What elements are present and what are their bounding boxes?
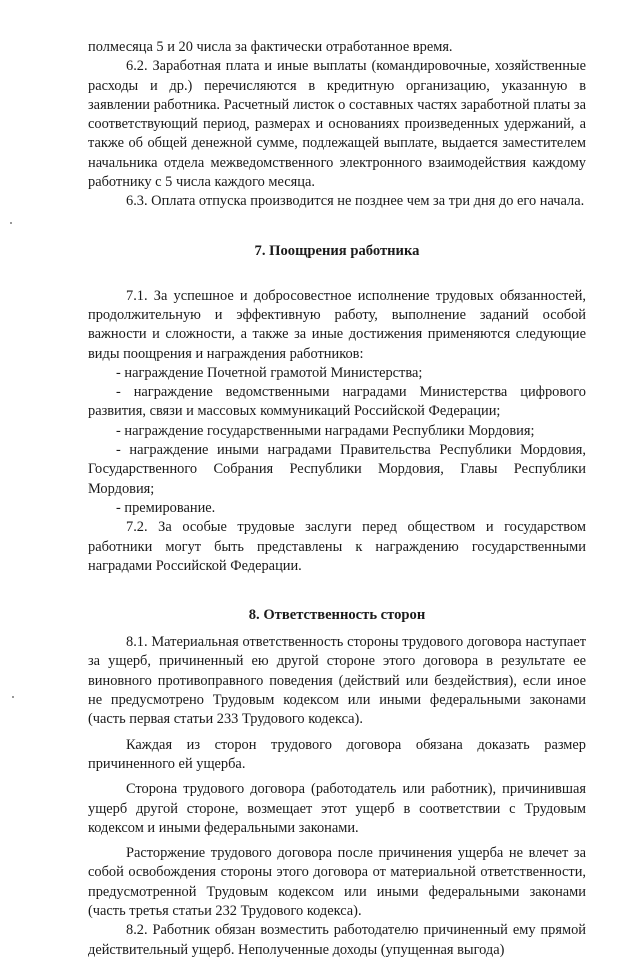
paragraph-7-2: 7.2. За особые трудовые заслуги перед обществом и государством работники могут быть представлены к награждению государственными наградами Российской Федерации. [88, 519, 586, 574]
paragraph-7-1: 7.1. За успешное и добросовестное исполнение трудовых обязанностей, продолжительную и эффективную работу, выполнение заданий особой важности и сложности, а также за иные достижения применяются следующие виды поощрения и награждения работников: [88, 287, 586, 362]
scan-speck [12, 696, 14, 698]
paragraph-8-2: 8.2. Работник обязан возместить работодателю причиненный ему прямой действительный ущерб. Неполученные доходы (упущенная выгода) [88, 922, 586, 958]
paragraph-termination: Расторжение трудового договора после причинения ущерба не влечет за собой освобождения стороны этого договора от материальной ответственности, предусмотренной Трудовым кодексом или иными федеральными законами (часть третья статьи 232 Трудового кодекса). [88, 845, 586, 919]
award-item: - премирование. [116, 499, 216, 516]
award-item: - награждение иными наградами Правительства Республики Мордовия, Государственного Собрания Республики Мордовия, Главы Республики Мордовия; [88, 442, 586, 497]
section-7-heading: 7. Поощрения работника [254, 242, 420, 259]
document-page [88, 38, 586, 960]
paragraph-8-1: 8.1. Материальная ответственность стороны трудового договора наступает за ущерб, причиненный ею другой стороне этого договора в результате ее виновного противоправного поведения (действий или бездействия), если иное не предусмотрено Трудовым кодексом или иными федеральными законами (часть первая статьи 233 Трудового кодекса). [88, 634, 586, 728]
paragraph-compensation: Сторона трудового договора (работодатель или работник), причинившая ущерб другой стороне, возмещает этот ущерб в соответствии с Трудовым кодексом и иными федеральными законами. [88, 781, 586, 836]
scan-speck [10, 222, 12, 224]
paragraph-6-1-end: полмесяца 5 и 20 числа за фактически отработанное время. [88, 39, 453, 55]
section-8-heading: 8. Ответственность сторон [248, 607, 426, 624]
award-item: - награждение государственными наградами Республики Мордовия; [116, 422, 535, 439]
paragraph-6-3: 6.3. Оплата отпуска производится не позднее чем за три дня до его начала. [126, 193, 585, 210]
award-item: - награждение ведомственными наградами Министерства цифрового развития, связи и массовых коммуникаций Российской Федерации; [88, 384, 586, 420]
award-item: - награждение Почетной грамотой Министерства; [116, 364, 423, 381]
paragraph-6-2: 6.2. Заработная плата и иные выплаты (командировочные, хозяйственные расходы и др.) перечисляются в кредитную организацию, указанную в заявлении работника. Расчетный листок о составных частях заработной платы за соответствующий период, размерах и основаниях произведенных удержаний, а также об общей денежной сумме, подлежащей выплате, выдается заместителем начальника отдела межведомственного электронного взаимодействия каждому работнику с 5 числа каждого месяца. [88, 58, 586, 191]
paragraph-burden-of-proof: Каждая из сторон трудового договора обязана доказать размер причиненного ей ущерба. [88, 736, 586, 772]
